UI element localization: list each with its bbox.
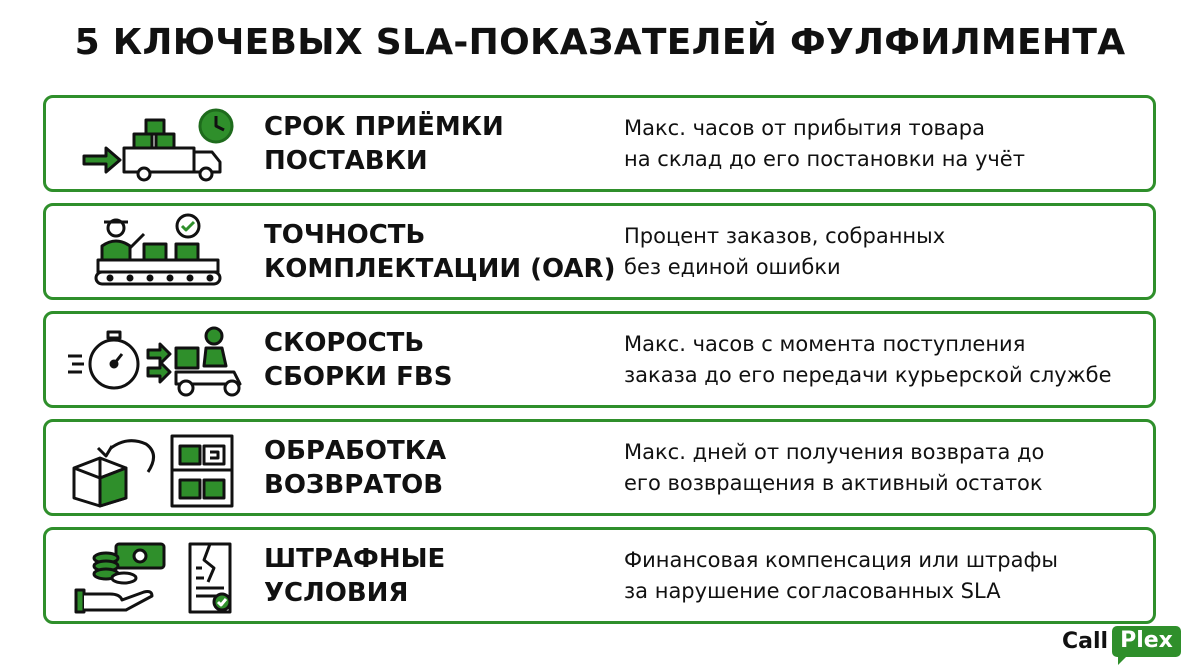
metric-description: Макс. часов от прибытия товара на склад до его постановки на учёт <box>624 115 1025 171</box>
delivery-truck-clock-icon <box>64 104 254 184</box>
metric-name: ТОЧНОСТЬ КОМПЛЕКТАЦИИ (OAR) <box>264 219 616 284</box>
metric-description: Макс. дней от получения возврата до его возвращения в активный остаток <box>624 439 1045 495</box>
sla-card-accuracy <box>43 203 1156 300</box>
page-title: 5 КЛЮЧЕВЫХ SLA-ПОКАЗАТЕЛЕЙ ФУЛФИЛМЕНТА <box>74 22 1126 63</box>
metric-name: СКОРОСТЬ СБОРКИ FBS <box>264 327 453 392</box>
stopwatch-courier-scooter-icon <box>64 320 254 400</box>
metric-name: ОБРАБОТКА ВОЗВРАТОВ <box>264 435 447 500</box>
money-hand-contract-icon <box>64 536 254 616</box>
sla-card-fbs-speed <box>43 311 1156 408</box>
metric-description: Процент заказов, собранных без единой ошибки <box>624 223 946 279</box>
metric-name: ШТРАФНЫЕ УСЛОВИЯ <box>264 543 446 608</box>
metric-name: СРОК ПРИЁМКИ ПОСТАВКИ <box>264 111 504 176</box>
sla-card-receiving <box>43 95 1156 192</box>
sla-card-penalties <box>43 527 1156 624</box>
metric-description: Макс. часов с момента поступления заказа до его передачи курьерской службе <box>624 331 1112 387</box>
sla-card-returns <box>43 419 1156 516</box>
return-box-shelf-icon <box>64 428 254 508</box>
metric-description: Финансовая компенсация или штрафы за нарушение согласованных SLA <box>624 547 1058 603</box>
brand-logo: Call Plex <box>1062 620 1181 662</box>
worker-conveyor-check-icon <box>64 212 254 292</box>
